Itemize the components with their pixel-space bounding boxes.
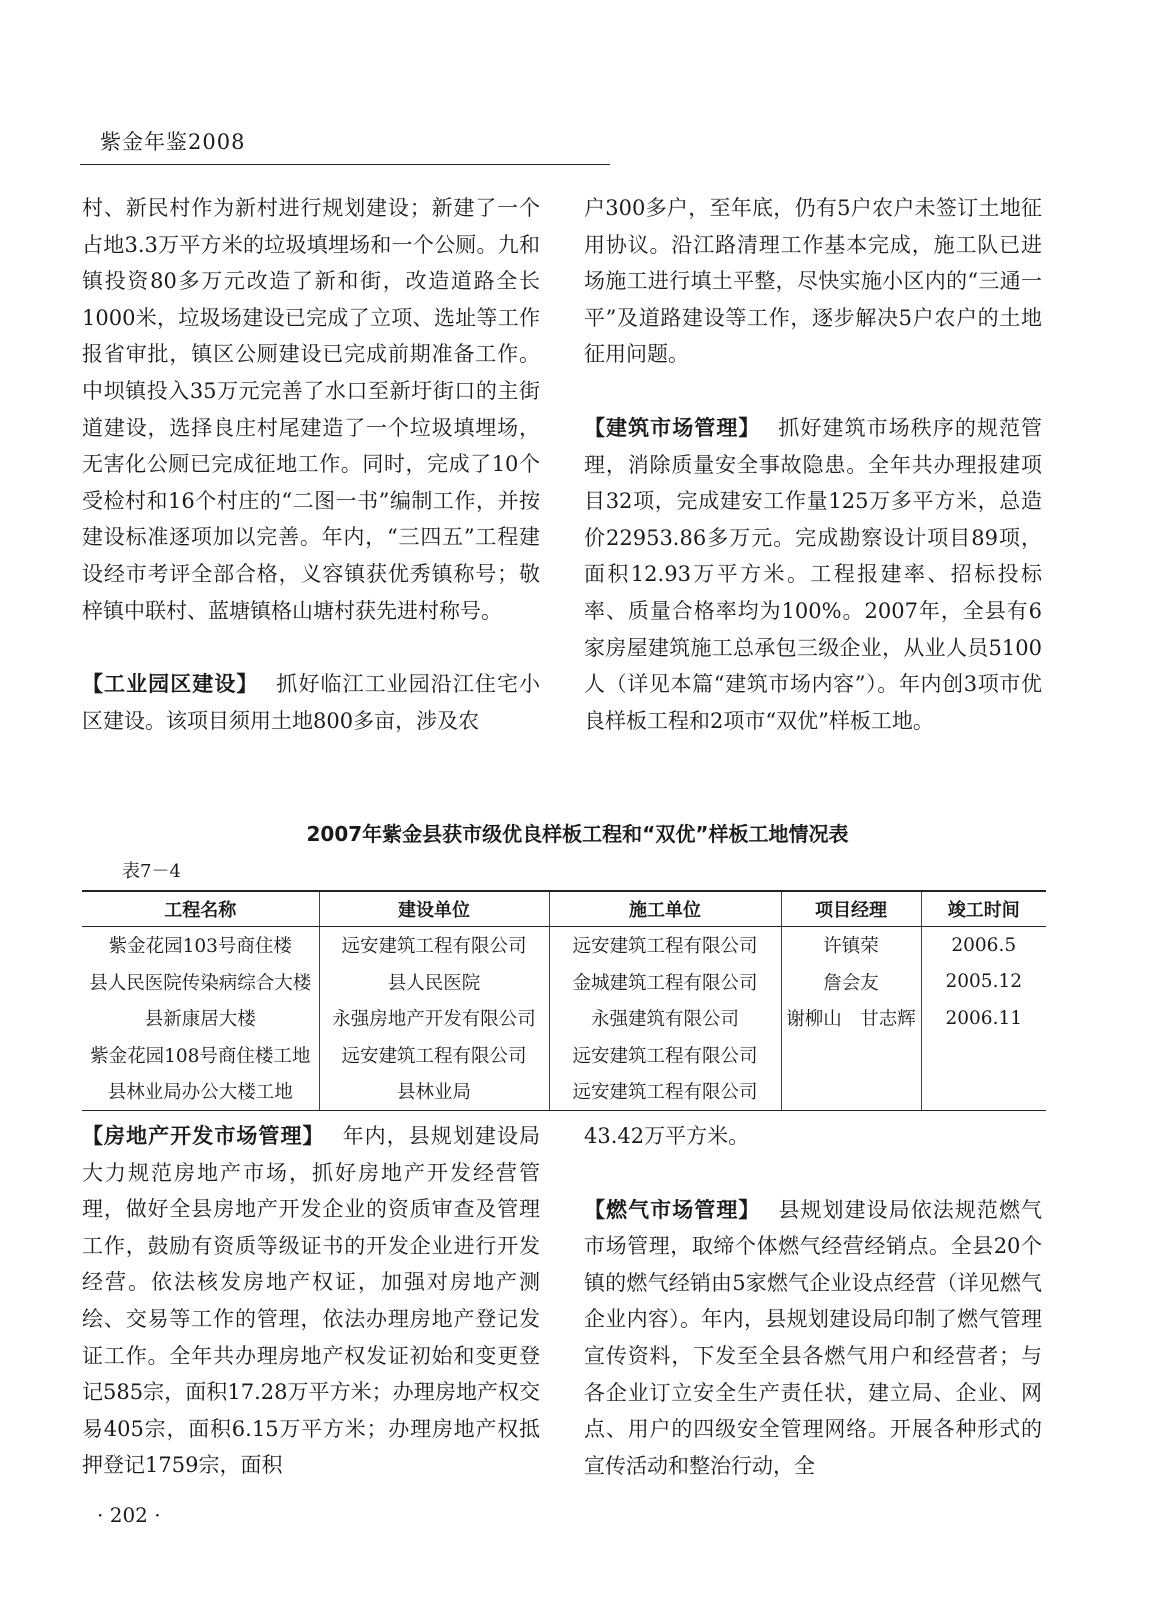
table-header-row (82, 891, 1046, 927)
projects-table (82, 890, 1046, 1111)
table-cell: 谢柳山 甘志辉 (781, 1000, 921, 1037)
section-paragraph (584, 1192, 1042, 1485)
header-rule (80, 164, 610, 165)
section-heading: 【房地产开发市场管理】 (82, 1124, 325, 1148)
table-cell (781, 1037, 921, 1074)
paragraph: 43.42万平方米。 (584, 1124, 750, 1148)
section-paragraph (82, 666, 540, 739)
table-cell (921, 1073, 1046, 1110)
column-header: 施工单位 (549, 891, 781, 927)
table-cell: 2005.12 (921, 964, 1046, 1001)
table-row (82, 927, 1046, 964)
table-cell: 远安建筑工程有限公司 (319, 927, 549, 964)
table-row (82, 1037, 1046, 1074)
table-cell: 永强房地产开发有限公司 (319, 1000, 549, 1037)
section-heading: 【工业园区建设】 (82, 672, 259, 697)
table-cell: 县林业局 (319, 1073, 549, 1110)
table-cell: 远安建筑工程有限公司 (549, 1073, 781, 1110)
table-cell: 县新康居大楼 (82, 1000, 319, 1037)
left-column-bottom (82, 1118, 540, 1484)
table-cell: 许镇荣 (781, 927, 921, 964)
right-column-bottom (584, 1118, 1042, 1484)
running-header-title: 紫金年鉴2008 (100, 130, 246, 154)
table-cell: 县人民医院传染病综合大楼 (82, 964, 319, 1001)
section-text: 年内，县规划建设局大力规范房地产市场，抓好房地产开发经营管理，做好全县房地产开发企业的资质审查及管理工作，鼓励有资质等级证书的开发企业进行开发经营。依法核发房地产权证，加强对房地产测绘、交易等工作的管理，依法办理房地产登记发证工作。全年共办理房地产权发证初始和变更登记585宗，面积17.28万平方米；办理房地产权交易405宗，面积6.15万平方米；办理房地产权抵押登记1759宗，面积 (82, 1124, 540, 1478)
table-cell: 远安建筑工程有限公司 (549, 927, 781, 964)
table-cell: 紫金花园108号商住楼工地 (82, 1037, 319, 1074)
paragraph: 村、新民村作为新村进行规划建设；新建了一个占地3.3万平方米的垃圾填埋场和一个公厕。九和镇投资80多万元改造了新和街，改造道路全长1000米，垃圾场建设已完成了立项、选址等工作报省审批，镇区公厕建设已完成前期准备工作。中坝镇投入35万元完善了水口至新圩街口的主街道建设，选择良庄村尾建造了一个垃圾填埋场，无害化公厕已完成征地工作。同时，完成了10个受检村和16个村庄的“二图一书”编制工作，并按建设标准逐项加以完善。年内，“三四五”工程建设经市考评全部合格，义容镇获优秀镇称号；敬梓镇中联村、蓝塘镇格山塘村获先进村称号。 (82, 196, 540, 623)
table-number: 表7－4 (122, 861, 181, 882)
table-cell: 县林业局办公大楼工地 (82, 1073, 319, 1110)
page-number: · 202 · (97, 1503, 161, 1527)
table-cell (781, 1073, 921, 1110)
table-cell: 金城建筑工程有限公司 (549, 964, 781, 1001)
table-cell: 远安建筑工程有限公司 (549, 1037, 781, 1074)
column-header: 工程名称 (82, 891, 319, 927)
column-header: 项目经理 (781, 891, 921, 927)
table-row (82, 1000, 1046, 1037)
section-heading: 【建筑市场管理】 (584, 415, 761, 440)
section-text: 县规划建设局依法规范燃气市场管理，取缔个体燃气经营经销点。全县20个镇的燃气经销由5家燃气企业设点经营（详见燃气企业内容）。年内，县规划建设局印制了燃气管理宣传资料，下发至全县各燃气用户和经营者；与各企业订立安全生产责任状，建立局、企业、网点、用户的四级安全管理网络。开展各种形式的宣传活动和整治行动，全 (584, 1197, 1042, 1478)
table-row (82, 964, 1046, 1001)
column-header: 竣工时间 (921, 891, 1046, 927)
section-text: 抓好建筑市场秩序的规范管理，消除质量安全事故隐患。全年共办理报建项目32项，完成建安工作量125万多平方米，总造价22953.86多万元。完成勘察设计项目89项，面积12.93万平方米。工程报建率、招标投标率、质量合格率均为100%。2007年，全县有6家房屋建筑施工总承包三级企业，从业人员5100人（详见本篇“建筑市场内容”）。年内创3项市优良样板工程和2项市“双优”样板工地。 (584, 415, 1042, 733)
table-cell: 远安建筑工程有限公司 (319, 1037, 549, 1074)
table-title: 2007年紫金县获市级优良样板工程和“双优”样板工地情况表 (306, 822, 849, 846)
column-header: 建设单位 (319, 891, 549, 927)
table-cell (921, 1037, 1046, 1074)
table-row (82, 1073, 1046, 1110)
section-text: 抓好临江工业园沿江住宅小区建设。该项目须用土地800多亩，涉及农 (82, 672, 540, 733)
table-cell: 詹会友 (781, 964, 921, 1001)
table-cell: 2006.5 (921, 927, 1046, 964)
left-column-top (82, 190, 540, 739)
paragraph: 户300多户，至年底，仍有5户农户未签订土地征用协议。沿江路清理工作基本完成，施工队已进场施工进行填土平整，尽快实施小区内的“三通一平”及道路建设等工作，逐步解决5户农户的土地征用问题。 (584, 196, 1042, 367)
section-paragraph (82, 1118, 540, 1484)
table-cell: 永强建筑有限公司 (549, 1000, 781, 1037)
right-column-top (584, 190, 1042, 739)
section-heading: 【燃气市场管理】 (584, 1197, 761, 1222)
table-cell: 县人民医院 (319, 964, 549, 1001)
section-paragraph (584, 410, 1042, 739)
table-cell: 紫金花园103号商住楼 (82, 927, 319, 964)
table-cell: 2006.11 (921, 1000, 1046, 1037)
